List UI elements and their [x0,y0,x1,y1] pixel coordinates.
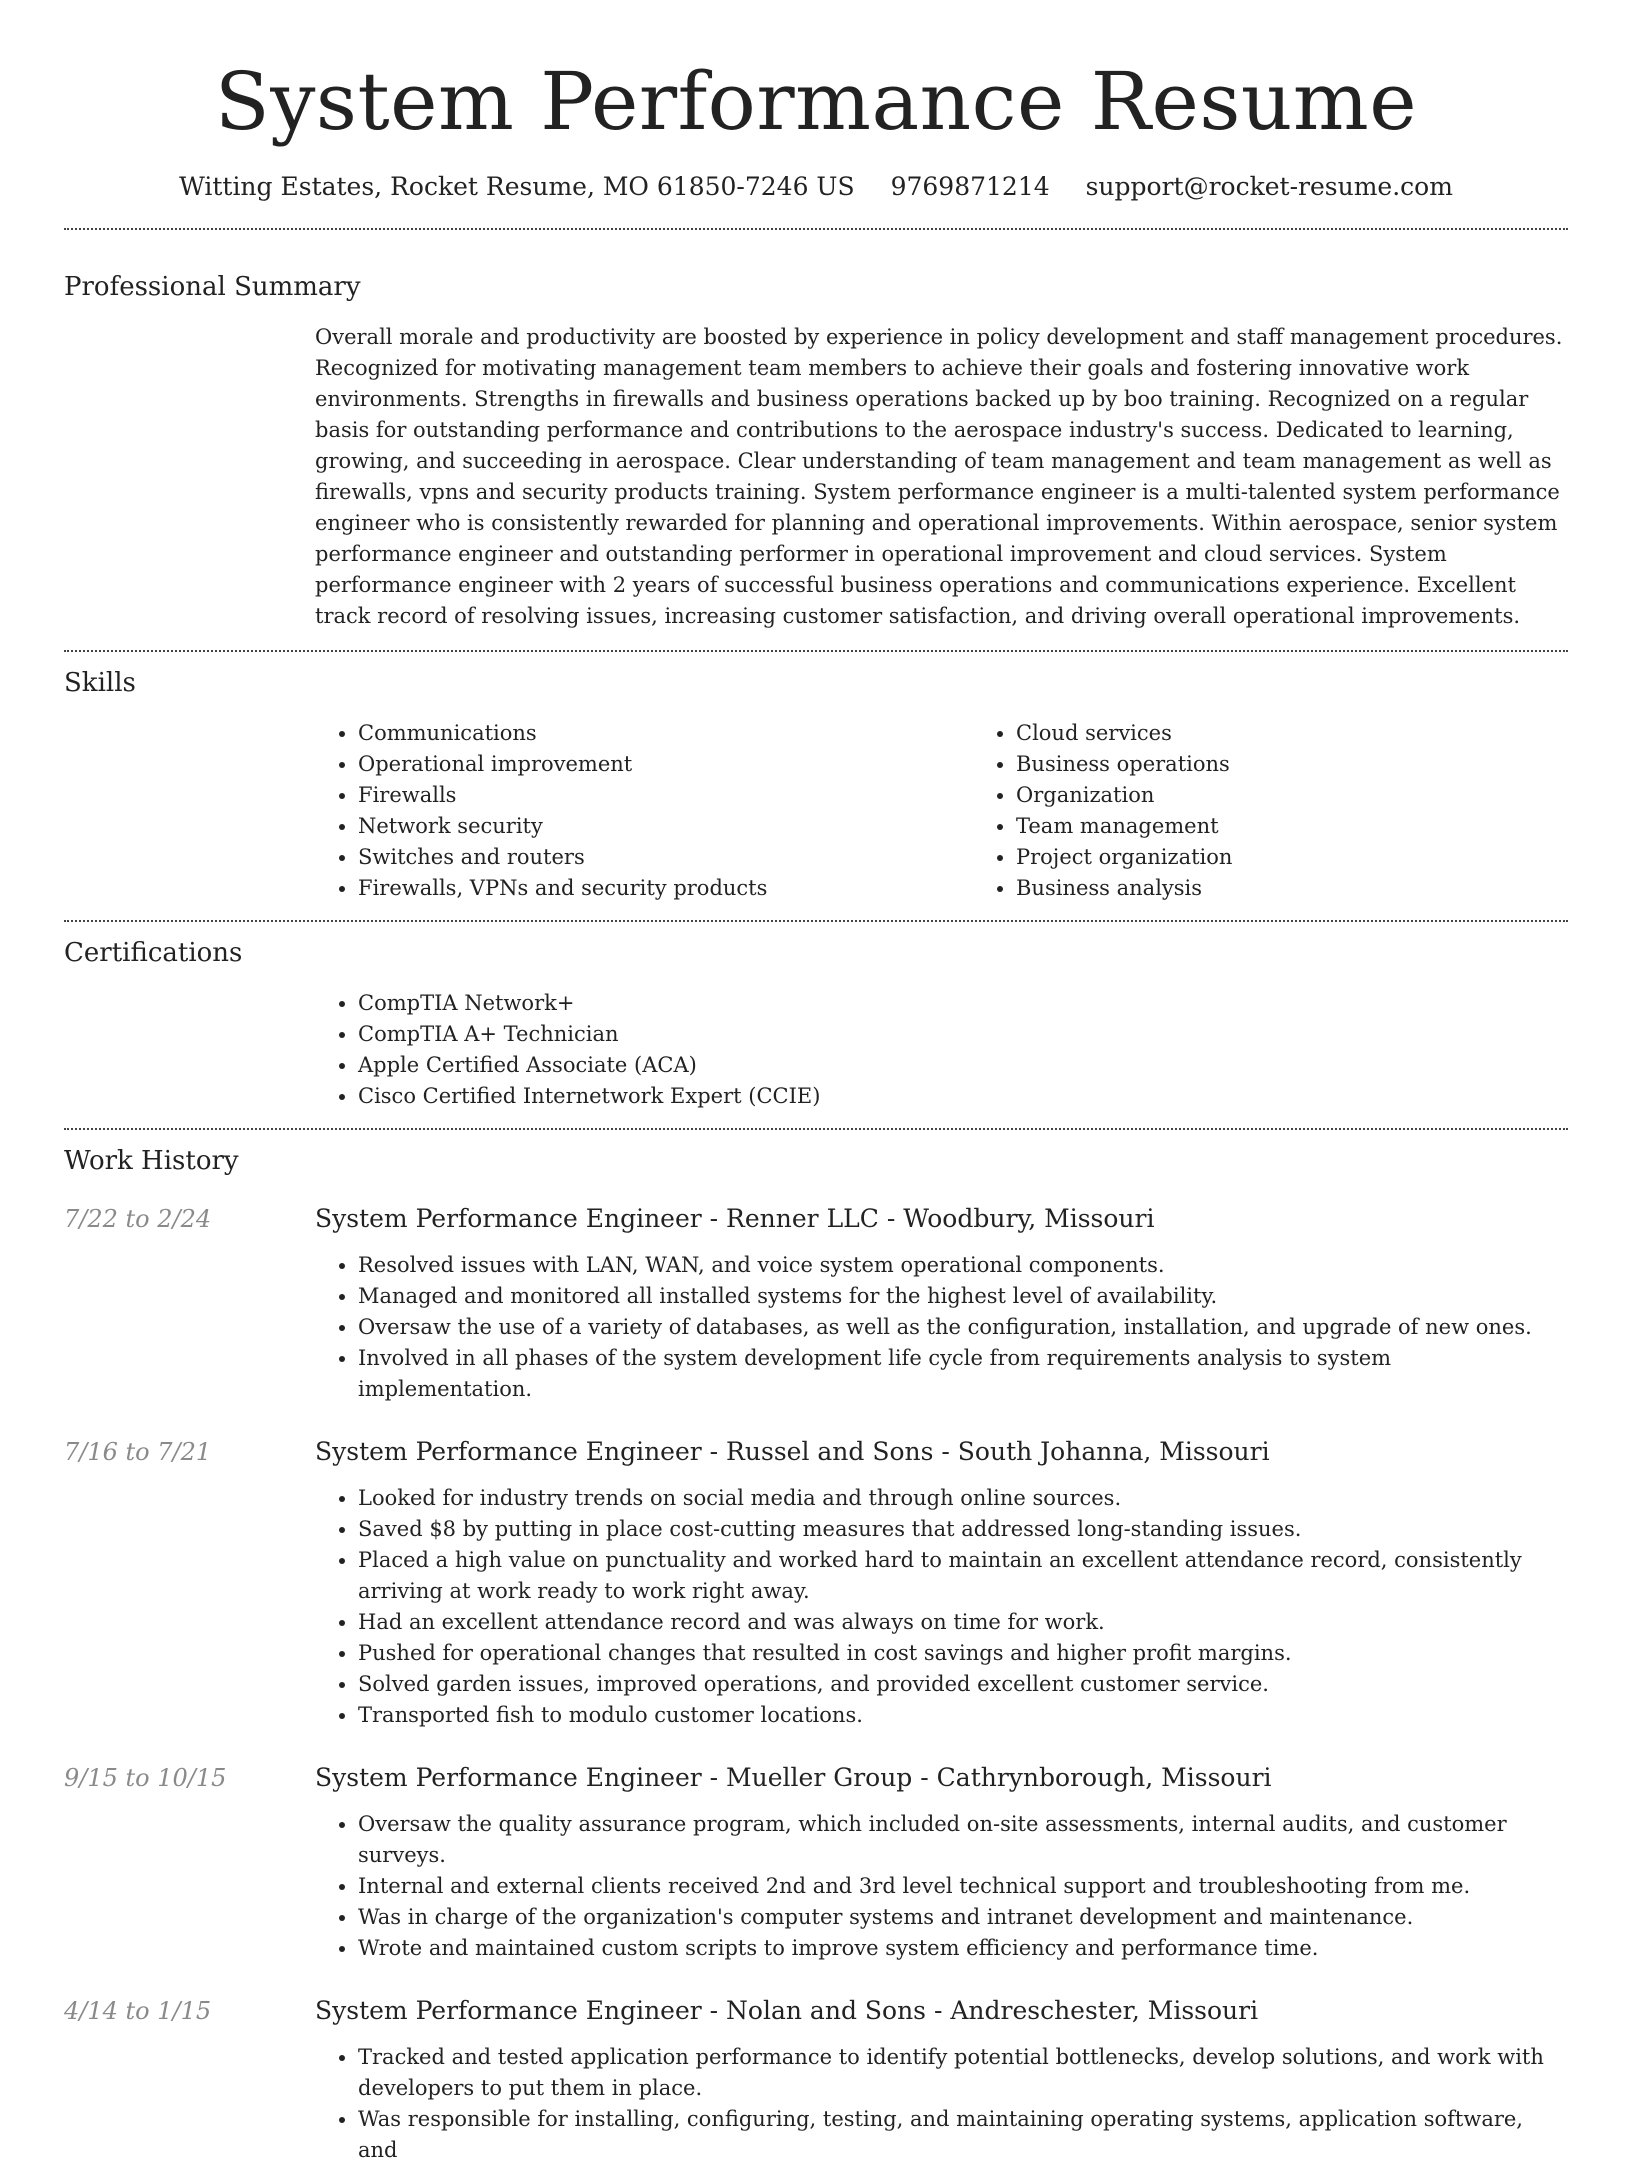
job-content [315,1435,1568,1731]
resume-name: System Performance Resume [214,55,1418,148]
job-bullet: • Managed and monitored all installed systems for the highest level of availability. [358,1281,1568,1312]
job-dates: 4/14 to 1/15 [64,1997,212,2025]
job-content [315,1994,1568,2166]
job-title: System Performance Engineer - Russel and Sons - South Johanna, Missouri [315,1437,1270,1466]
skill-item: • Cloud services [1016,718,1631,749]
certification-item: • CompTIA A+ Technician [358,1019,1568,1050]
job-bullet: • Was in charge of the organization's computer systems and intranet development and maintenance. [358,1902,1568,1933]
section-divider [64,650,1568,652]
skills-section [64,666,1568,904]
contact-email: support@rocket-resume.com [1085,172,1453,201]
section-title-certifications: Certifications [64,938,243,968]
job-content [315,1761,1568,1964]
job-bullet: • Transported fish to modulo customer locations. [358,1700,1568,1731]
job-title: System Performance Engineer - Renner LLC - Woodbury, Missouri [315,1204,1155,1233]
skills-grid [315,718,1568,904]
contact-address: Witting Estates, Rocket Resume, MO 61850-7246 US [179,172,855,201]
certifications-body [315,988,1568,1112]
job-bullet: • Oversaw the use of a variety of databases, as well as the configuration, installation, and upgrade of new ones. [358,1312,1568,1343]
job-bullet: • Involved in all phases of the system development life cycle from requirements analysis to system implementation. [358,1343,1568,1405]
skill-item: • Communications [358,718,973,749]
job-bullets [315,1250,1568,1405]
skills-list-left [315,718,973,904]
contact-line [64,170,1568,204]
skill-item: • Project organization [1016,842,1631,873]
skills-list-right [973,718,1631,904]
job-title: System Performance Engineer - Nolan and Sons - Andreschester, Missouri [315,1996,1259,2025]
skill-item: • Switches and routers [358,842,973,873]
contact-phone: 9769871214 [890,172,1050,201]
section-divider [64,920,1568,922]
summary-section [64,270,1568,632]
job-bullet: • Wrote and maintained custom scripts to improve system efficiency and performance time. [358,1933,1568,1964]
job-bullet: • Tracked and tested application performance to identify potential bottlenecks, develop solutions, and work with developers to put them in place. [358,2042,1568,2104]
certifications-section [64,936,1568,1112]
section-title-skills: Skills [64,668,136,698]
job-entry [64,1994,1568,2166]
job-dates: 7/16 to 7/21 [64,1438,212,1466]
skill-item: • Team management [1016,811,1631,842]
skill-item: • Firewalls, VPNs and security products [358,873,973,904]
job-bullet: • Solved garden issues, improved operations, and provided excellent customer service. [358,1669,1568,1700]
job-entry [64,1761,1568,1964]
certification-item: • CompTIA Network+ [358,988,1568,1019]
job-dates: 9/15 to 10/15 [64,1764,227,1792]
job-entry [64,1202,1568,1405]
skill-item: • Operational improvement [358,749,973,780]
job-entry [64,1435,1568,1731]
work-history-section [64,1144,1568,2166]
job-bullet: • Had an excellent attendance record and was always on time for work. [358,1607,1568,1638]
job-bullet: • Internal and external clients received 2nd and 3rd level technical support and troubleshooting from me. [358,1871,1568,1902]
job-bullet: • Was responsible for installing, configuring, testing, and maintaining operating systems, application software, and [358,2104,1568,2166]
resume-page [64,0,1568,2162]
job-dates: 7/22 to 2/24 [64,1205,212,1233]
skill-item: • Organization [1016,780,1631,811]
job-bullet: • Oversaw the quality assurance program, which included on-site assessments, internal audits, and customer surveys. [358,1809,1568,1871]
job-bullet: • Saved $8 by putting in place cost-cutting measures that addressed long-standing issues. [358,1514,1568,1545]
section-title-summary: Professional Summary [64,272,361,302]
skill-item: • Firewalls [358,780,973,811]
skill-item: • Business analysis [1016,873,1631,904]
job-bullets [315,1483,1568,1731]
job-bullet: • Pushed for operational changes that resulted in cost savings and higher profit margins. [358,1638,1568,1669]
section-divider [64,1128,1568,1130]
section-title-work-history: Work History [64,1146,239,1176]
section-divider [64,228,1568,230]
job-bullet: • Looked for industry trends on social media and through online sources. [358,1483,1568,1514]
skill-item: • Network security [358,811,973,842]
certification-item: • Cisco Certified Internetwork Expert (CCIE) [358,1081,1568,1112]
job-title: System Performance Engineer - Mueller Group - Cathrynborough, Missouri [315,1763,1272,1792]
job-bullets [315,1809,1568,1964]
summary-text: Overall morale and productivity are boosted by experience in policy development and staff management procedures. Recognized for motivating management team members to achieve their goals and fostering innovative work environments. Strengths in firewalls and business operations backed up by boo training. Recognized on a regular basis for outstanding performance and contributions to the aerospace industry's success. Dedicated to learning, growing, and succeeding in aerospace. Clear understanding of team management and team management as well as firewalls, vpns and security products training. System performance engineer is a multi-talented system performance engineer who is consistently rewarded for planning and operational improvements. Within aerospace, senior system performance engineer and outstanding performer in operational improvement and cloud services. System performance engineer with 2 years of successful business operations and communications experience. Excellent track record of resolving issues, increasing customer satisfaction, and driving overall operational improvements. [315,325,1563,628]
job-bullets [315,2042,1568,2166]
job-bullet: • Placed a high value on punctuality and worked hard to maintain an excellent attendance record, consistently arriving at work ready to work right away. [358,1545,1568,1607]
job-bullet: • Resolved issues with LAN, WAN, and voice system operational components. [358,1250,1568,1281]
job-content [315,1202,1568,1405]
skill-item: • Business operations [1016,749,1631,780]
certification-item: • Apple Certified Associate (ACA) [358,1050,1568,1081]
certifications-list [315,988,1568,1112]
